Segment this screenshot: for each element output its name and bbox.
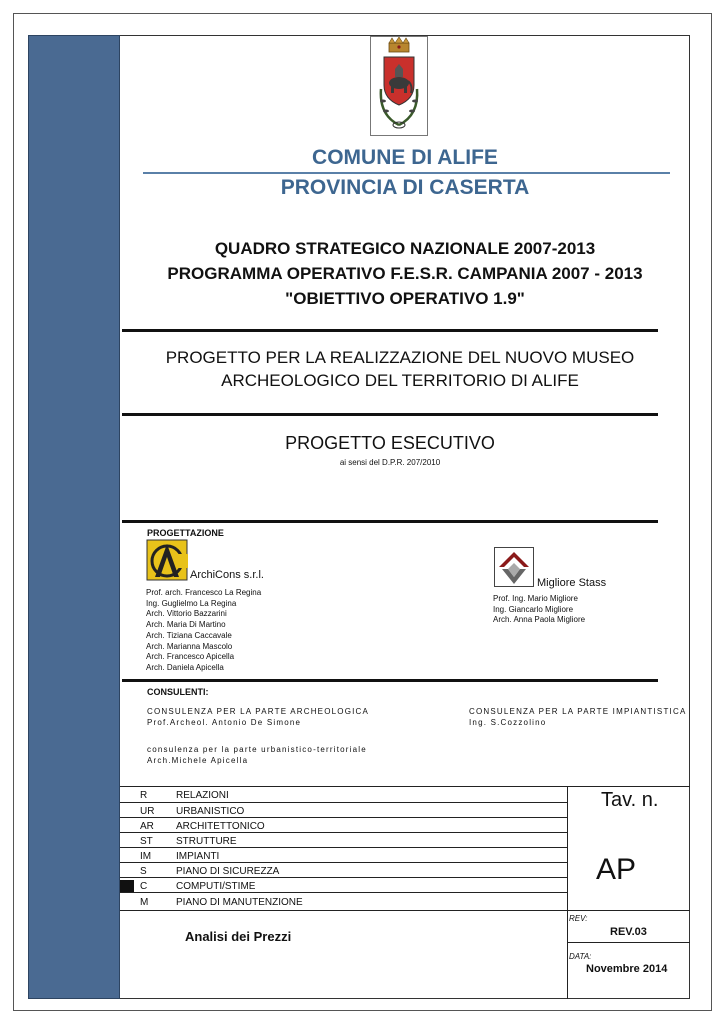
category-code: ST xyxy=(140,836,153,847)
category-code: UR xyxy=(140,806,155,817)
category-label: IMPIANTI xyxy=(176,851,220,862)
table-row-line xyxy=(120,910,567,911)
project-phase-note: ai sensi del D.P.R. 207/2010 xyxy=(339,458,441,467)
firm2-person: Arch. Anna Paola Migliore xyxy=(493,615,586,625)
table-row-line xyxy=(120,832,567,833)
divider-4 xyxy=(122,679,658,682)
table-row-line xyxy=(120,802,567,803)
category-label: PIANO DI SICUREZZA xyxy=(176,866,280,877)
tavola-label: Tav. n. xyxy=(601,789,659,811)
municipal-crest-logo xyxy=(370,36,428,136)
revision-label: REV: xyxy=(569,914,588,923)
firm2-person: Prof. Ing. Mario Migliore xyxy=(493,594,578,603)
comune-title: COMUNE DI ALIFE xyxy=(312,146,498,169)
impianti-consultant-name: Ing. S.Cozzolino xyxy=(469,718,547,727)
programme-line-1: QUADRO STRATEGICO NAZIONALE 2007-2013 xyxy=(214,239,596,258)
firm1-person: Arch. Daniela Apicella xyxy=(146,662,224,672)
category-code: AR xyxy=(140,821,154,832)
project-title-line-1: PROGETTO PER LA REALIZZAZIONE DEL NUOVO MUSEO xyxy=(165,348,635,367)
consulenti-heading: CONSULENTI: xyxy=(147,687,209,697)
archicons-logo xyxy=(146,539,188,581)
date-top-line xyxy=(567,942,690,943)
table-row-line xyxy=(120,847,567,848)
firm2-person: Ing. Giancarlo Migliore xyxy=(493,604,574,614)
archeo-consultant-title: CONSULENZA PER LA PARTE ARCHEOLOGICA xyxy=(147,707,370,716)
date-label: DATA: xyxy=(569,952,592,961)
category-label: PIANO DI MANUTENZIONE xyxy=(176,897,303,908)
table-top-line xyxy=(120,786,690,787)
date-value: Novembre 2014 xyxy=(586,963,668,975)
tavola-value: AP xyxy=(596,853,637,886)
category-code: M xyxy=(140,897,149,908)
revision-value: REV.03 xyxy=(610,926,647,938)
firm1-person: Arch. Vittorio Bazzarini xyxy=(146,609,227,619)
divider-1 xyxy=(122,329,658,332)
progettazione-heading: PROGETTAZIONE xyxy=(147,528,224,538)
category-code: S xyxy=(140,866,147,877)
firm2-people xyxy=(493,594,585,626)
migliore-stass-logo xyxy=(494,547,534,587)
firm1-name: ArchiCons s.r.l. xyxy=(190,569,264,581)
archeo-consultant-name: Prof.Archeol. Antonio De Simone xyxy=(147,718,302,727)
table-row-line xyxy=(120,862,567,863)
firm1-person: Prof. arch. Francesco La Regina xyxy=(146,588,262,597)
divider-3 xyxy=(122,520,658,523)
firm1-person: Arch. Marianna Mascolo xyxy=(146,641,233,651)
project-phase: PROGETTO ESECUTIVO xyxy=(285,433,495,453)
programme-line-3: "OBIETTIVO OPERATIVO 1.9" xyxy=(285,289,525,308)
provincia-title: PROVINCIA DI CASERTA xyxy=(280,176,530,199)
document-title: Analisi dei Prezzi xyxy=(185,929,292,944)
category-label: RELAZIONI xyxy=(176,790,229,801)
category-code: R xyxy=(140,790,148,801)
firm1-person: Arch. Tiziana Caccavale xyxy=(146,630,232,640)
table-row-line xyxy=(120,892,567,893)
impianti-consultant-title: CONSULENZA PER LA PARTE IMPIANTISTICA xyxy=(469,707,687,716)
rev-top-line xyxy=(567,910,690,911)
category-label: URBANISTICO xyxy=(176,806,245,817)
urban-consultant-title: consulenza per la parte urbanistico-territoriale xyxy=(147,745,367,754)
firm1-person: Arch. Maria Di Martino xyxy=(146,620,226,630)
category-label: ARCHITETTONICO xyxy=(176,821,265,832)
blue-divider xyxy=(143,172,670,174)
firm1-person: Ing. Guglielmo La Regina xyxy=(146,598,237,608)
urban-consultant-name: Arch.Michele Apicella xyxy=(147,756,249,765)
sidebar-band xyxy=(28,35,120,999)
firm1-person: Arch. Francesco Apicella xyxy=(146,652,235,662)
firm1-people xyxy=(146,588,261,674)
category-label: STRUTTURE xyxy=(176,836,237,847)
project-title-line-2: ARCHEOLOGICO DEL TERRITORIO DI ALIFE xyxy=(221,371,579,390)
table-row-line xyxy=(120,877,567,878)
category-code: IM xyxy=(140,851,152,862)
firm2-name: Migliore Stass xyxy=(537,577,607,589)
divider-2 xyxy=(122,413,658,416)
category-label: COMPUTI/STIME xyxy=(176,881,256,892)
category-code: C xyxy=(140,881,148,892)
table-vertical-divider xyxy=(567,786,568,999)
selected-category-marker xyxy=(120,880,134,892)
table-row-line xyxy=(120,817,567,818)
programme-line-2: PROGRAMMA OPERATIVO F.E.S.R. CAMPANIA 2007 - 2013 xyxy=(167,264,643,283)
